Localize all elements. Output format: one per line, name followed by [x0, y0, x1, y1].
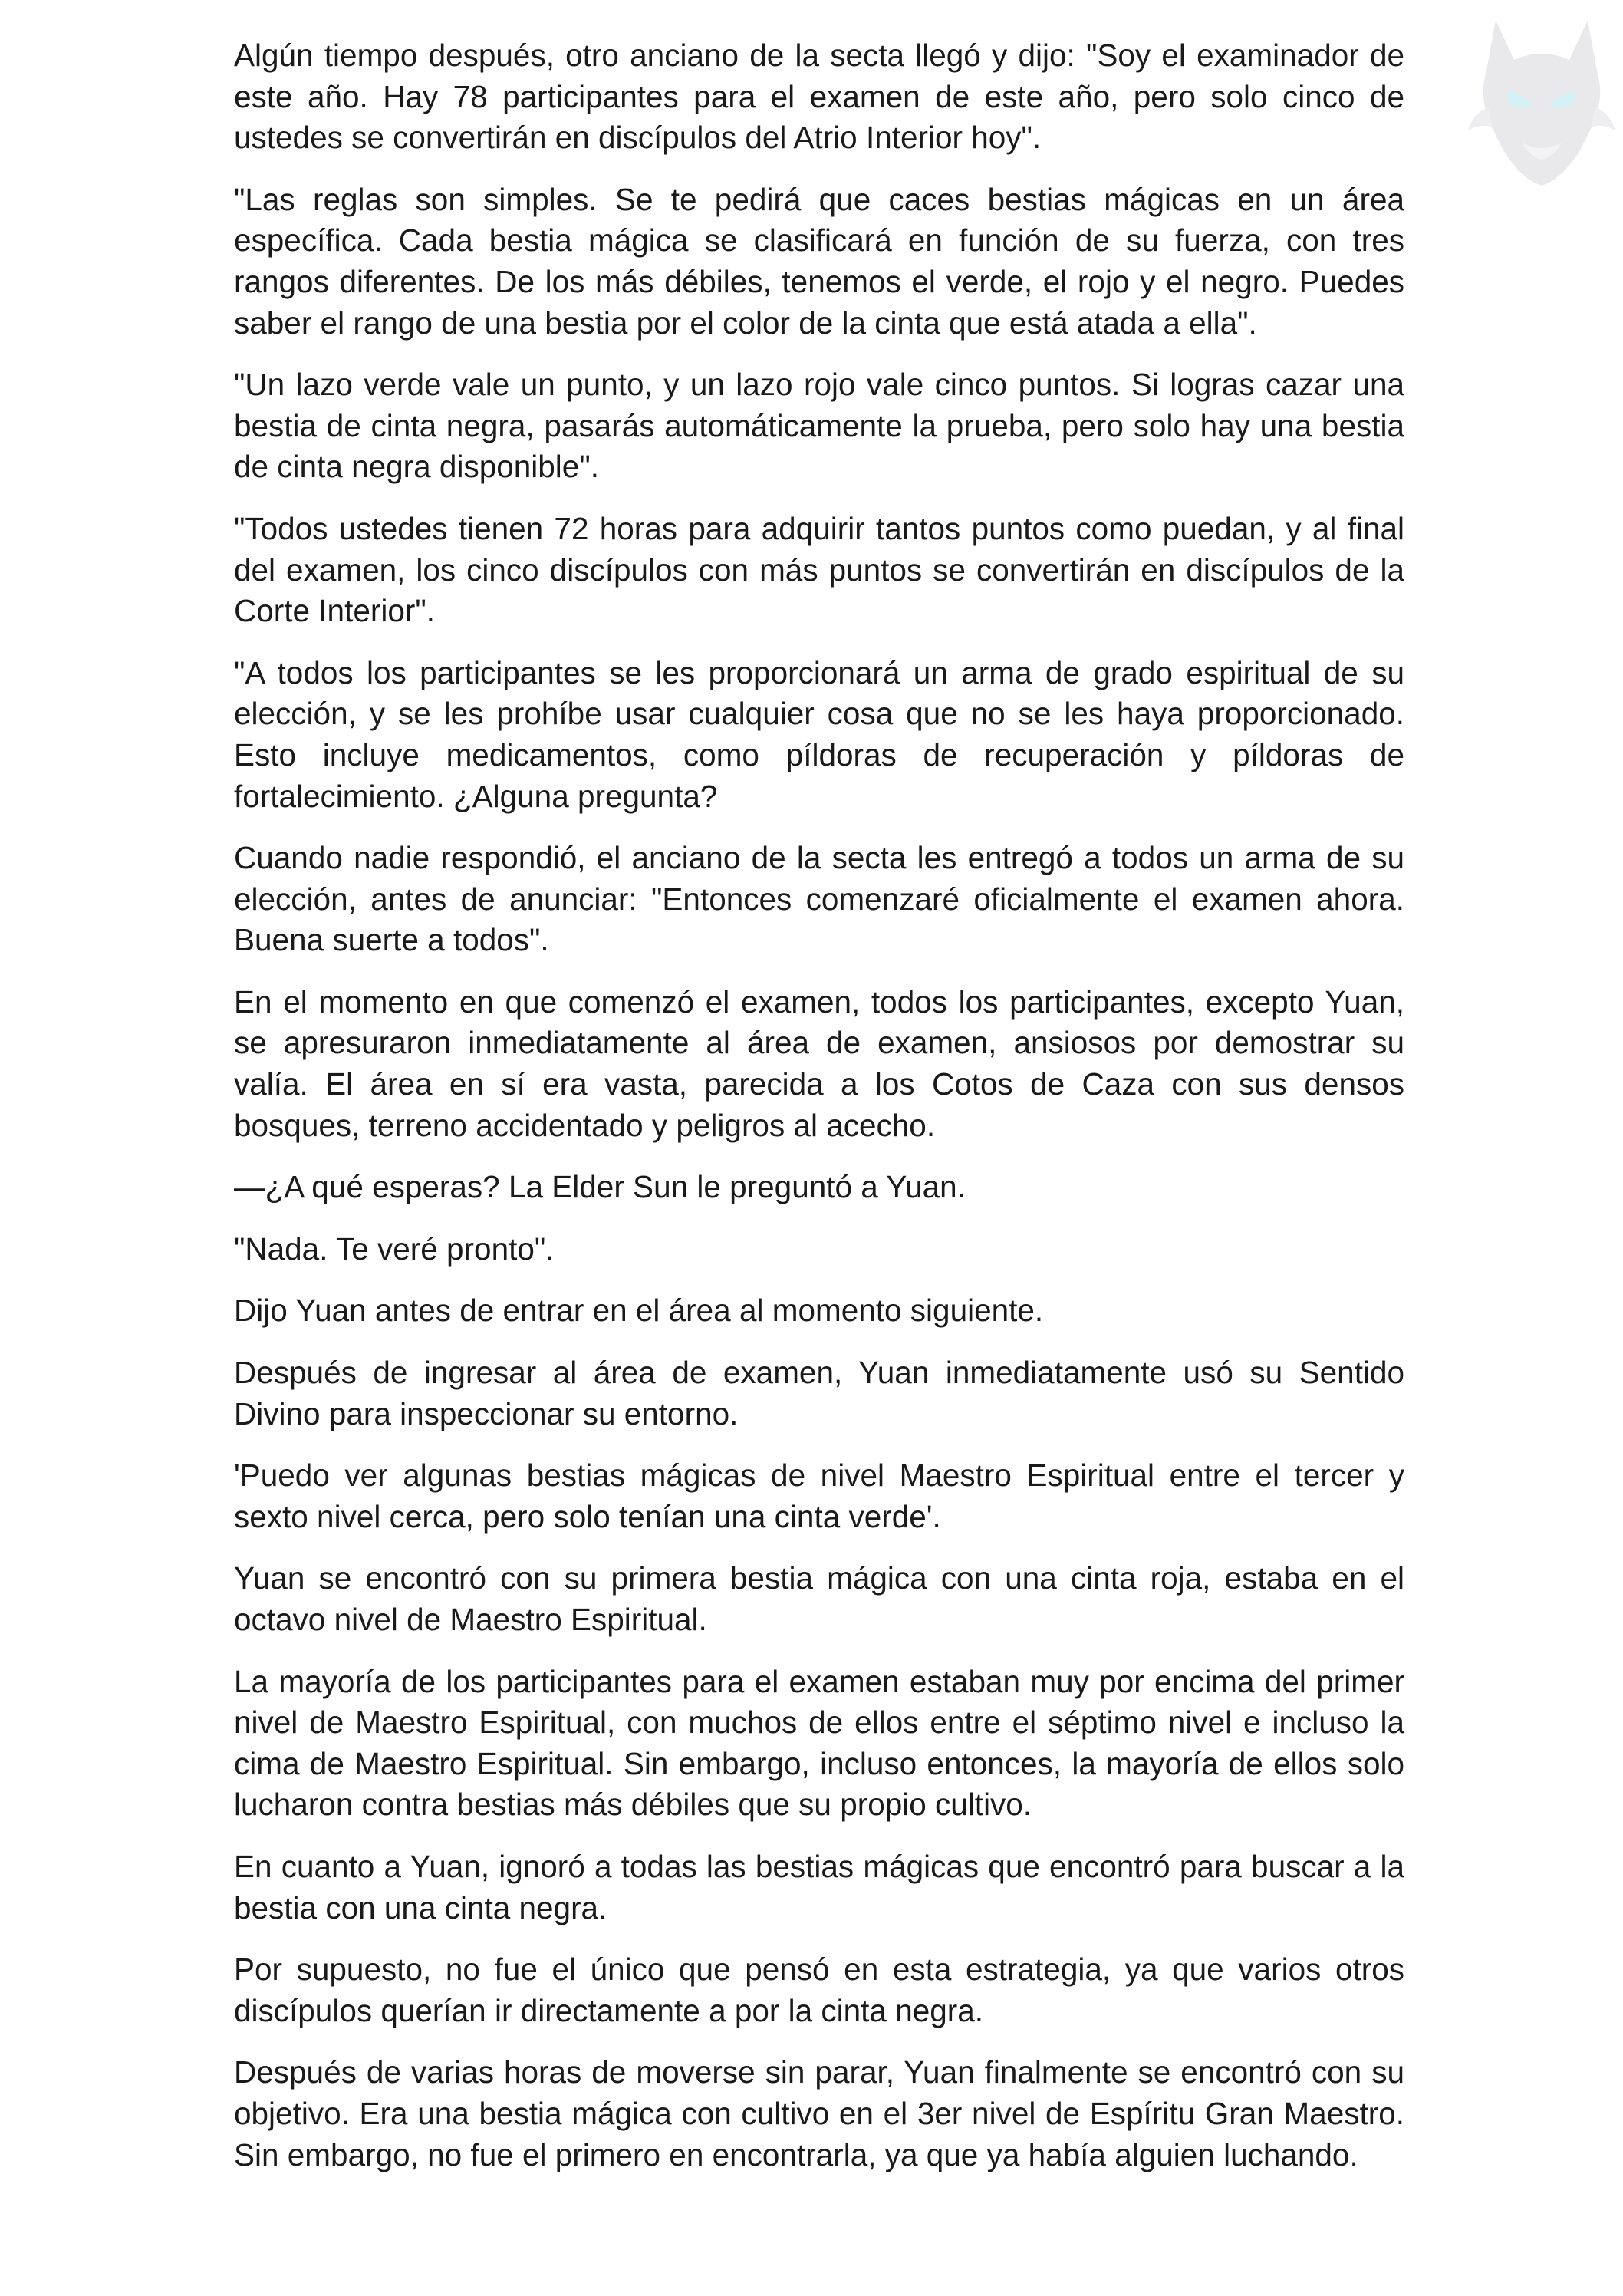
- paragraph-1: Algún tiempo después, otro anciano de la secta llegó y dijo: "Soy el examinador de este año. Hay 78 participantes para el examen de este año, pero solo cinco de ustedes se convertirán en discípulos del Atrio Interior hoy".: [234, 38, 1404, 156]
- paragraph-10: Dijo Yuan antes de entrar en el área al momento siguiente.: [234, 1293, 1044, 1329]
- paragraph-6: Cuando nadie respondió, el anciano de la secta les entregó a todos un arma de su elección, antes de anunciar: "Entonces comenzaré oficialmente el examen ahora. Buena suerte a todos".: [234, 840, 1404, 958]
- paragraph-11: Después de ingresar al área de examen, Yuan inmediatamente usó su Sentido Divino para inspeccionar su entorno.: [234, 1355, 1404, 1431]
- watermark-logo: [1465, 15, 1618, 188]
- paragraph-16: Por supuesto, no fue el único que pensó en esta estrategia, ya que varios otros discípulos querían ir directamente a por la cinta negra.: [234, 1952, 1404, 2028]
- paragraph-14: La mayoría de los participantes para el examen estaban muy por encima del primer nivel de Maestro Espiritual, con muchos de ellos entre el séptimo nivel e incluso la cima de Maestro Espiritual. Sin embargo, incluso entonces, la mayoría de ellos solo lucharon contra bestias más débiles que su propio cultivo.: [234, 1663, 1404, 1823]
- demon-mask-icon: [1465, 15, 1618, 188]
- paragraph-15: En cuanto a Yuan, ignoró a todas las bestias mágicas que encontró para buscar a la bestia con una cinta negra.: [234, 1848, 1404, 1925]
- paragraph-12: 'Puedo ver algunas bestias mágicas de nivel Maestro Espiritual entre el tercer y sexto nivel cerca, pero solo tenían una cinta verde'.: [234, 1458, 1404, 1534]
- paragraph-9: "Nada. Te veré pronto".: [234, 1230, 555, 1267]
- paragraph-13: Yuan se encontró con su primera bestia mágica con una cinta roja, estaba en el octavo nivel de Maestro Espiritual.: [234, 1560, 1404, 1637]
- paragraph-8: —¿A qué esperas? La Elder Sun le preguntó a Yuan.: [234, 1169, 966, 1205]
- paragraph-2: "Las reglas son simples. Se te pedirá que caces bestias mágicas en un área específica. Cada bestia mágica se clasificará en función de su fuerza, con tres rangos diferentes. De los más débiles, tenemos el verde, el rojo y el negro. Puedes saber el rango de una bestia por el color de la cinta que está atada a ella".: [234, 181, 1404, 341]
- paragraph-5: "A todos los participantes se les proporcionará un arma de grado espiritual de su elección, y se les prohíbe usar cualquier cosa que no se les haya proporcionado. Esto incluye medicamentos, como píldoras de recuperación y píldoras de fortalecimiento. ¿Alguna pregunta?: [234, 654, 1404, 814]
- paragraph-3: "Un lazo verde vale un punto, y un lazo rojo vale cinco puntos. Si logras cazar una bestia de cinta negra, pasarás automáticamente la prueba, pero solo hay una bestia de cinta negra disponible".: [234, 367, 1404, 485]
- paragraph-4: "Todos ustedes tienen 72 horas para adquirir tantos puntos como puedan, y al final del examen, los cinco discípulos con más puntos se convertirán en discípulos de la Corte Interior".: [234, 510, 1404, 629]
- paragraph-17: Después de varias horas de moverse sin parar, Yuan finalmente se encontró con su objetivo. Era una bestia mágica con cultivo en el 3er nivel de Espíritu Gran Maestro. Sin embargo, no fue el primero en encontrarla, ya que ya había alguien luchando.: [234, 2054, 1404, 2172]
- paragraph-7: En el momento en que comenzó el examen, todos los participantes, excepto Yuan, se apresuraron inmediatamente al área de examen, ansiosos por demostrar su valía. El área en sí era vasta, parecida a los Cotos de Caza con sus densos bosques, terreno accidentado y peligros al acecho.: [234, 983, 1404, 1143]
- document-body: [234, 35, 1404, 2196]
